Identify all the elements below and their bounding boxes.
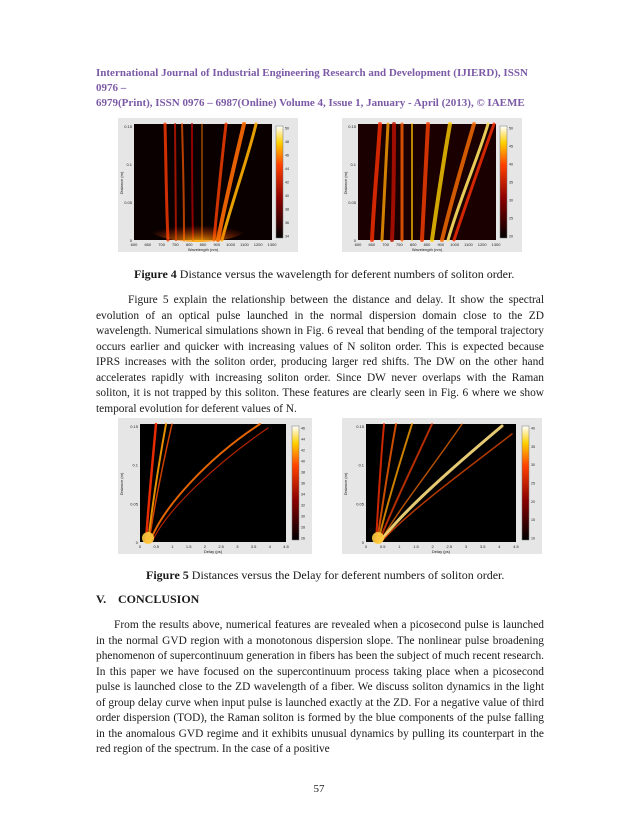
journal-header xyxy=(96,66,548,111)
x-tick-label: 4.5 xyxy=(283,544,289,549)
colorbar-tick-label: 50 xyxy=(285,126,289,131)
x-tick-label: 1 xyxy=(398,544,401,549)
x-tick-label: 1 xyxy=(171,544,174,549)
colorbar-tick-label: 34 xyxy=(301,492,305,497)
x-tick-label: 700 xyxy=(158,242,165,247)
x-tick-label: 2 xyxy=(431,544,434,549)
x-axis-label: Wavelength (nm) xyxy=(187,247,219,252)
input-pulse xyxy=(142,532,154,544)
figure-5-right-panel xyxy=(342,418,542,554)
x-tick-label: 3.5 xyxy=(250,544,257,549)
y-tick-label: 0.05 xyxy=(356,501,364,507)
colorbar-tick-label: 48 xyxy=(285,140,289,144)
figure-4-left-plot xyxy=(118,118,298,252)
colorbar-tick-label: 36 xyxy=(301,481,305,486)
y-tick-label: 0.1 xyxy=(350,162,356,167)
section-number: V. xyxy=(96,592,107,606)
x-tick-label: 700 xyxy=(382,242,389,247)
colorbar-tick-label: 44 xyxy=(301,437,305,442)
x-tick-label: 1.5 xyxy=(413,544,419,549)
colorbar-tick-label: 38 xyxy=(285,207,289,212)
y-tick-label: 0.15 xyxy=(348,124,356,129)
colorbar-tick-label: 44 xyxy=(285,167,289,171)
y-tick-label: 0.15 xyxy=(130,424,138,429)
colorbar-tick-label: 20 xyxy=(531,499,535,504)
colorbar-tick-label: 40 xyxy=(301,459,305,464)
colorbar-tick-label: 30 xyxy=(301,514,305,519)
journal-header-line-2: 6979(Print), ISSN 0976 – 6987(Online) Volume 4, Issue 1, January - April (2013), © IAEME xyxy=(96,97,525,109)
body-paragraph-2 xyxy=(96,618,544,758)
y-axis-label: Distance (m) xyxy=(343,472,348,496)
x-tick-label: 2 xyxy=(203,544,207,549)
x-tick-label: 600 xyxy=(130,242,138,247)
figure-4-left-panel xyxy=(118,118,298,252)
y-tick-label: 0.05 xyxy=(348,200,356,205)
x-tick-label: 4 xyxy=(498,544,501,549)
y-tick-label: 0.1 xyxy=(126,162,132,167)
x-tick-label: 2.5 xyxy=(446,544,453,549)
figure-5-left-panel xyxy=(118,418,312,554)
y-tick-label: 0.05 xyxy=(124,200,132,205)
colorbar-tick-label: 42 xyxy=(301,448,305,453)
pump-glow xyxy=(150,214,246,242)
colorbar xyxy=(522,426,529,540)
x-tick-label: 0.5 xyxy=(153,544,160,549)
x-axis-label: Delay (ps) xyxy=(431,549,451,554)
figure-5-left-plot xyxy=(118,418,312,554)
colorbar-tick-label: 38 xyxy=(301,470,305,475)
colorbar-tick-label: 20 xyxy=(509,234,513,239)
figure-5-caption xyxy=(146,568,596,583)
colorbar-tick-label: 40 xyxy=(285,194,289,198)
x-tick-label: 1000 xyxy=(226,242,236,247)
paragraph-2-text: From the results above, numerical features are revealed when a picosecond pulse is launched in the normal GVD region with a monotonous dispersion slope. The nonlinear pulse broadening phenomenon of supercontinuum generation in fibers has been the subject of much recent research. In this paper we have focused on the supercontinuum process taking place when a picosecond pulse is launched close to the ZD wavelength of a fiber. We discuss soliton dynamics in the light of group delay curve when input pulse is launched exactly at the ZD. For a negative value of third order dispersion (TOD), the Raman soliton is formed by the blue components of the pulse falling in the anomalous GVD regime and it exhibits unusual dynamics by pulling its counterpart in the red region of the spectrum. In the case of a positive xyxy=(96,619,544,755)
x-tick-label: 4 xyxy=(268,544,271,549)
x-tick-label: 850 xyxy=(423,242,431,247)
y-axis-label: Distance (m) xyxy=(119,472,124,496)
x-tick-label: 900 xyxy=(437,242,445,247)
y-axis-label: Distance (m) xyxy=(119,171,124,195)
y-tick-label: 0 xyxy=(353,238,356,243)
colorbar-tick-label: 30 xyxy=(509,198,513,203)
x-tick-label: 800 xyxy=(409,242,417,247)
colorbar-tick-label: 45 xyxy=(509,144,513,149)
x-tick-label: 3 xyxy=(236,544,239,549)
colorbar-tick-label: 25 xyxy=(509,216,513,221)
input-pulse xyxy=(372,532,384,544)
figure-4-label: Figure 4 xyxy=(134,267,177,281)
x-tick-label: 1.5 xyxy=(185,544,192,549)
colorbar-tick-label: 42 xyxy=(285,180,289,185)
y-tick-label: 0 xyxy=(361,540,364,545)
x-tick-label: 3 xyxy=(464,544,468,549)
colorbar-tick-label: 46 xyxy=(301,426,305,431)
colorbar-tick-label: 30 xyxy=(531,463,535,468)
x-axis-label: Delay (ps) xyxy=(203,549,223,554)
colorbar-tick-label: 35 xyxy=(509,180,513,185)
plot-area xyxy=(366,424,516,542)
colorbar-tick-label: 50 xyxy=(509,126,513,131)
figure-4-caption-text: Distance versus the wavelength for deferent numbers of soliton order. xyxy=(176,267,515,281)
y-tick-label: 0.15 xyxy=(356,424,364,429)
x-axis-label: Wavelength (nm) xyxy=(411,247,443,252)
colorbar xyxy=(292,426,299,540)
x-tick-label: 3.5 xyxy=(479,544,486,549)
x-tick-label: 4.5 xyxy=(513,544,519,549)
figure-5-right-plot xyxy=(342,418,542,554)
figure-4-right-panel xyxy=(342,118,522,252)
colorbar-tick-label: 28 xyxy=(301,525,305,530)
x-tick-label: 1000 xyxy=(450,242,460,247)
x-tick-label: 650 xyxy=(144,242,152,247)
y-axis-label: Distance (m) xyxy=(343,171,348,195)
x-tick-label: 0 xyxy=(364,544,368,549)
x-tick-label: 0 xyxy=(138,544,142,549)
colorbar xyxy=(276,126,283,238)
x-tick-label: 650 xyxy=(368,242,376,247)
colorbar-tick-label: 35 xyxy=(531,444,535,449)
section-heading xyxy=(96,592,199,607)
x-tick-label: 1300 xyxy=(267,242,277,247)
figure-5-label: Figure 5 xyxy=(146,568,189,582)
x-tick-label: 1100 xyxy=(464,242,473,247)
colorbar-tick-label: 36 xyxy=(285,221,289,225)
journal-header-line-1: International Journal of Industrial Engineering Research and Development (IJIERD), ISSN 0976 – xyxy=(96,67,528,94)
x-tick-label: 600 xyxy=(354,242,362,247)
colorbar-tick-label: 10 xyxy=(531,536,535,541)
figure-4-caption xyxy=(134,267,594,282)
y-tick-label: 0.05 xyxy=(130,501,138,507)
colorbar-tick-label: 32 xyxy=(301,503,305,508)
x-tick-label: 750 xyxy=(172,242,179,247)
colorbar-tick-label: 40 xyxy=(509,162,513,167)
colorbar-tick-label: 34 xyxy=(285,234,289,239)
section-title: CONCLUSION xyxy=(118,592,200,606)
y-tick-label: 0.15 xyxy=(124,124,132,129)
x-tick-label: 1200 xyxy=(253,242,263,247)
colorbar-tick-label: 40 xyxy=(531,426,535,431)
x-tick-label: 1200 xyxy=(477,242,487,247)
x-tick-label: 1300 xyxy=(491,242,501,247)
body-paragraph-1 xyxy=(96,293,544,417)
x-tick-label: 2.5 xyxy=(218,544,224,549)
y-tick-label: 0 xyxy=(135,540,138,545)
x-tick-label: 750 xyxy=(396,242,403,247)
figure-5-caption-text: Distances versus the Delay for deferent numbers of soliton order. xyxy=(188,568,505,582)
colorbar-tick-label: 25 xyxy=(531,481,535,486)
colorbar xyxy=(500,126,507,238)
x-tick-label: 900 xyxy=(213,242,221,247)
colorbar-tick-label: 46 xyxy=(285,153,289,158)
x-tick-label: 800 xyxy=(185,242,193,247)
y-tick-label: 0.1 xyxy=(132,462,138,468)
y-tick-label: 0.1 xyxy=(358,462,364,468)
x-tick-label: 1100 xyxy=(240,242,249,247)
page-number: 57 xyxy=(313,783,325,795)
x-tick-label: 850 xyxy=(199,242,207,247)
figure-4-right-plot xyxy=(342,118,522,252)
colorbar-tick-label: 26 xyxy=(301,536,305,541)
colorbar-tick-label: 15 xyxy=(531,518,535,523)
y-tick-label: 0 xyxy=(129,238,132,243)
x-tick-label: 0.5 xyxy=(379,544,386,549)
paragraph-1-text: Figure 5 explain the relationship between the distance and delay. It show the spectral evolution of an optical pulse launched in the normal dispersion domain close to the ZD wavelength. Numerical simulations shown in Fig. 6 reveal that bending of the temporal trajectory occurs earlier and quicker with increasing values of N soliton order. This is expected because IPRS increases with the soliton order, producing larger red shifts. The DW on the other hand accelerates rapidly with increasing soliton order. Since DW never overlaps with the Raman soliton, it is not trapped by this soliton. These features are clearly seen in Fig. 6 where we show temporal evolution for deferent values of N. xyxy=(96,294,544,415)
